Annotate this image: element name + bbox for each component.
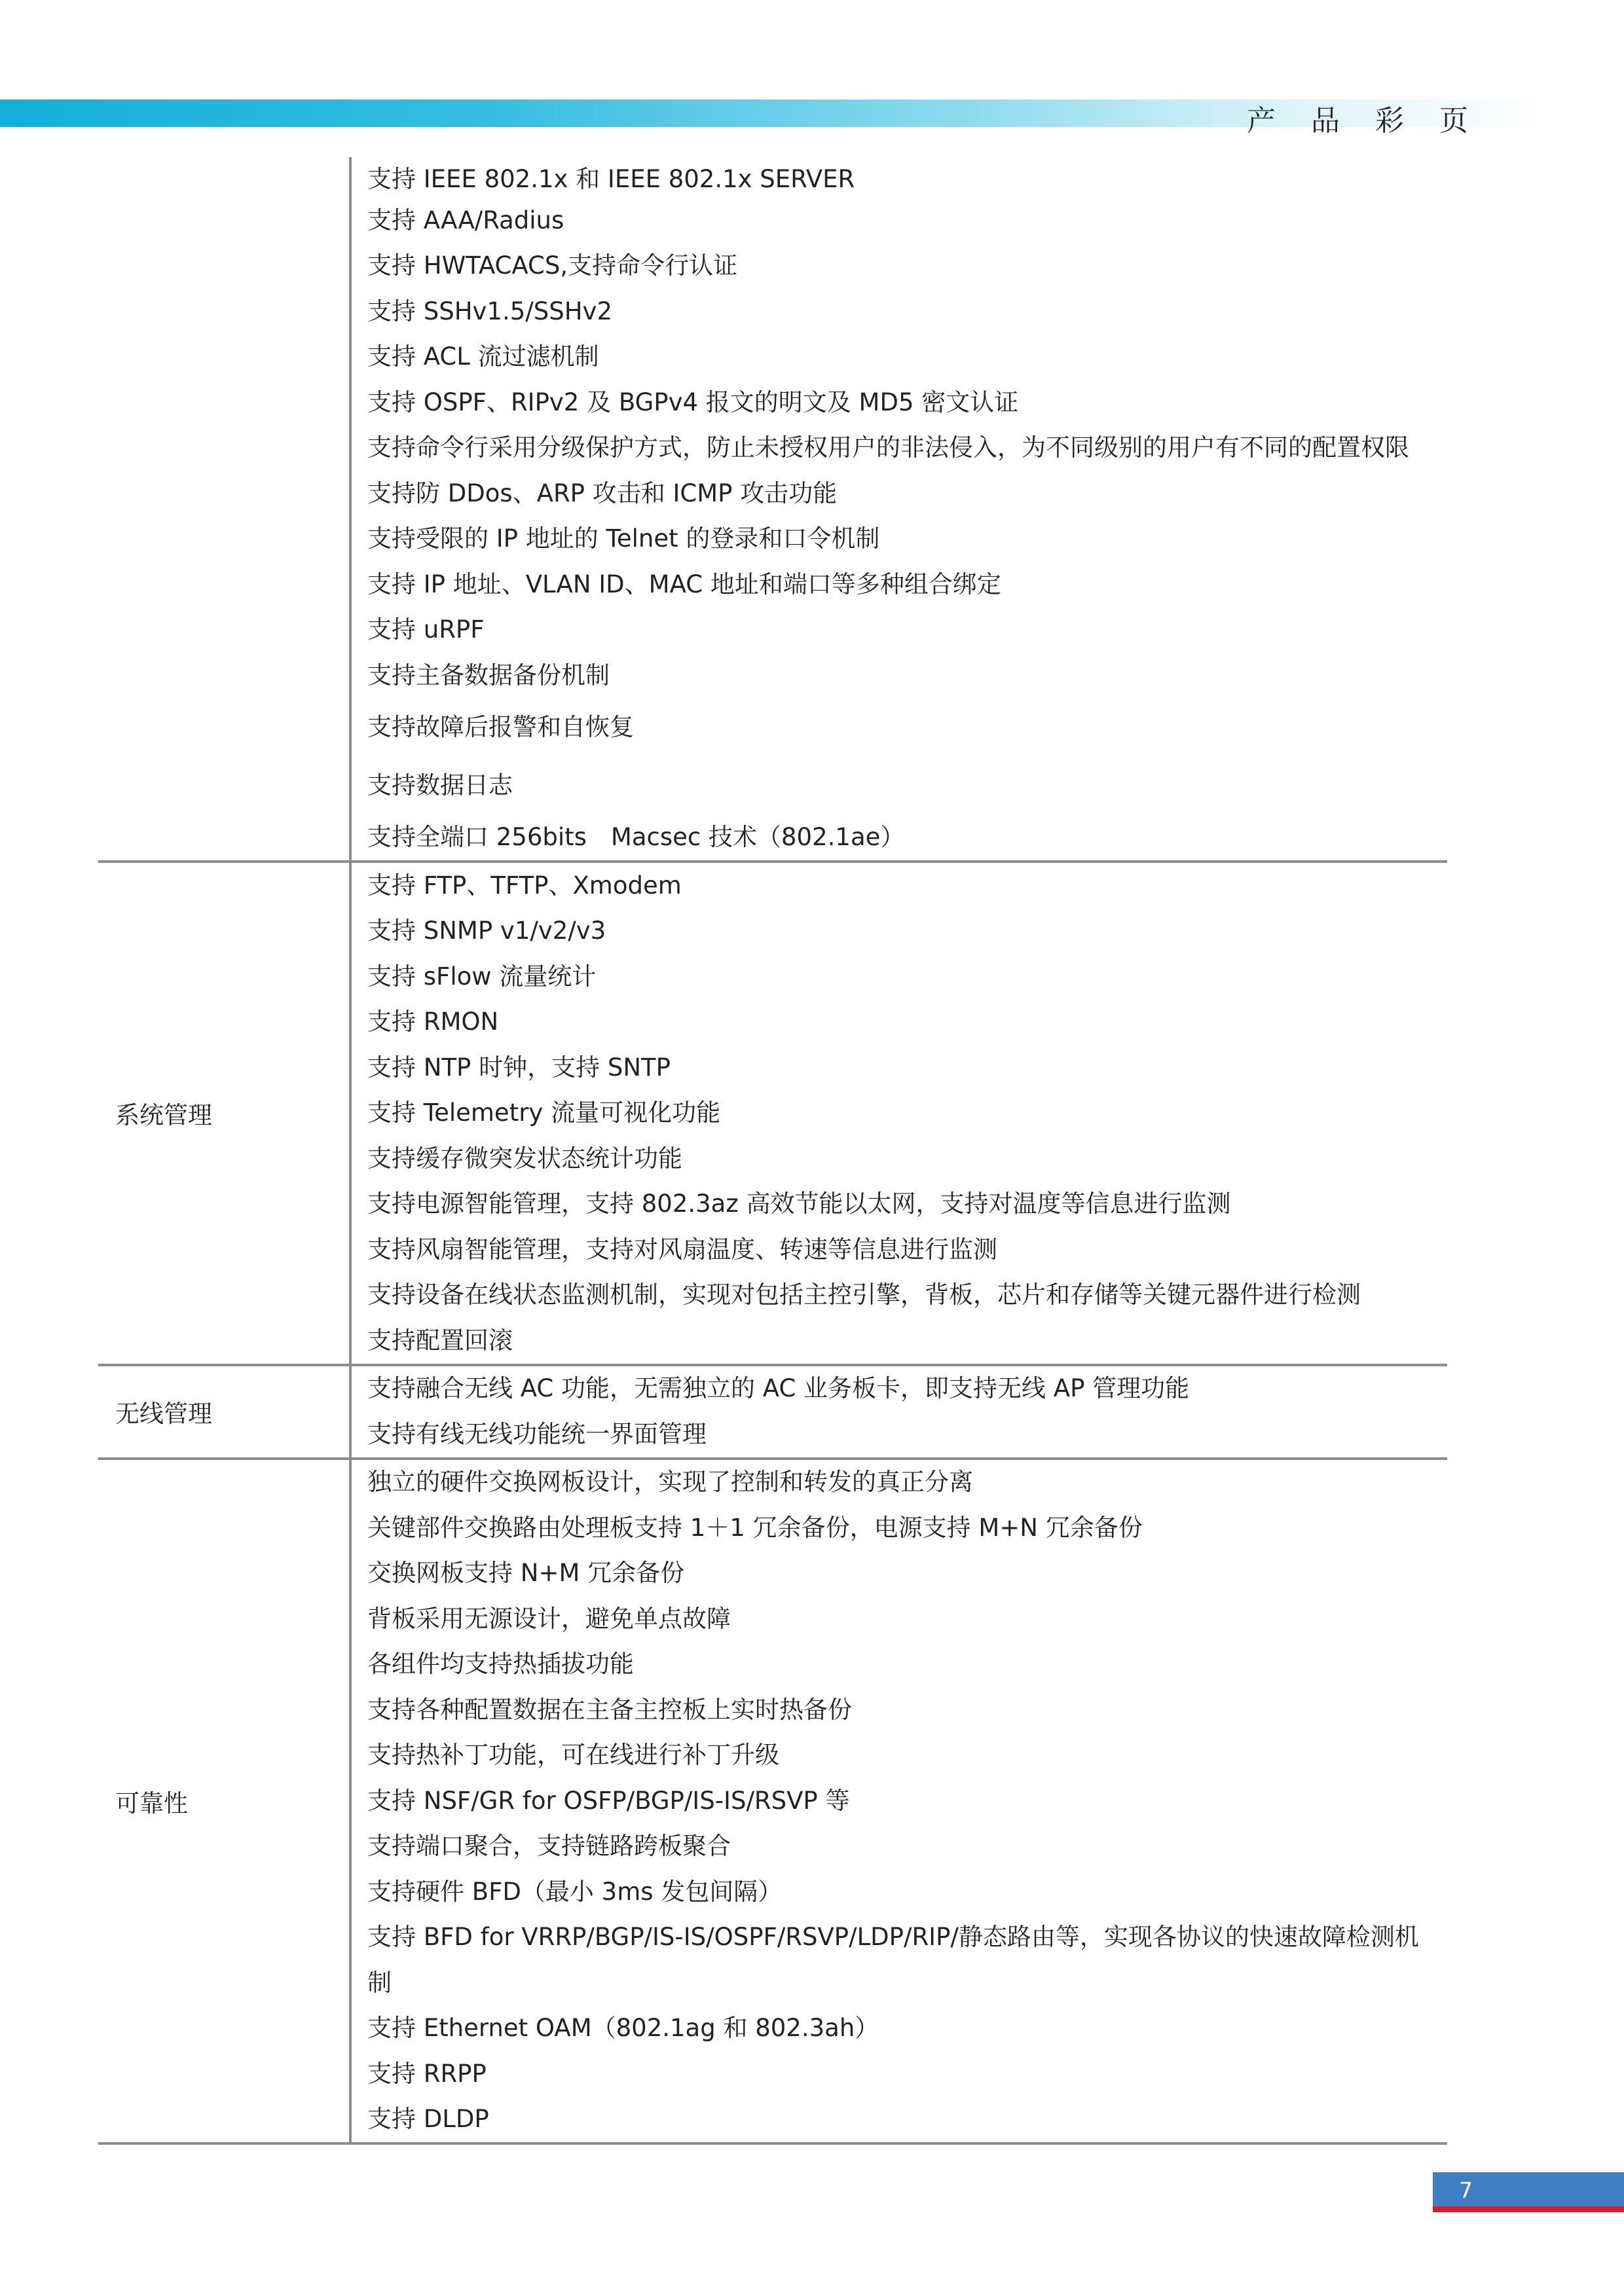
list-item: 支持故障后报警和自恢复 xyxy=(367,713,634,741)
list-item: 支持 RMON xyxy=(367,1008,499,1036)
category-label: 系统管理 xyxy=(98,862,350,1365)
list-item: 支持 NSF/GR for OSFP/BGP/IS-IS/RSVP 等 xyxy=(367,1786,850,1815)
list-item: 支持主备数据备份机制 xyxy=(367,661,610,689)
section-security xyxy=(98,157,1447,862)
list-item: 支持端口聚合，支持链路跨板聚合 xyxy=(367,1832,731,1861)
category-label xyxy=(98,157,350,862)
list-item: 支持融合无线 AC 功能，无需独立的 AC 业务板卡，即支持无线 AP 管理功能 xyxy=(367,1374,1190,1403)
category-label: 可靠性 xyxy=(98,1459,350,2144)
list-item: 支持 Telemetry 流量可视化功能 xyxy=(367,1099,721,1127)
list-item: 支持 SSHv1.5/SSHv2 xyxy=(367,297,612,325)
list-item: 独立的硬件交换网板设计，实现了控制和转发的真正分离 xyxy=(367,1468,973,1497)
list-item: 支持 ACL 流过滤机制 xyxy=(367,342,599,371)
list-item: 支持有线无线功能统一界面管理 xyxy=(367,1419,707,1448)
list-item: 关键部件交换路由处理板支持 1＋1 冗余备份，电源支持 M+N 冗余备份 xyxy=(367,1513,1143,1542)
list-item: 制 xyxy=(367,1968,392,1997)
list-item: 支持命令行采用分级保护方式，防止未授权用户的非法侵入，为不同级别的用户有不同的配置权限 xyxy=(367,433,1409,462)
list-item: 支持 IEEE 802.1x 和 IEEE 802.1x SERVER xyxy=(367,165,855,193)
list-item: 支持设备在线状态监测机制，实现对包括主控引擎，背板，芯片和存储等关键元器件进行检测 xyxy=(367,1281,1361,1309)
section-reliability xyxy=(98,1459,1447,2144)
category-label: 无线管理 xyxy=(98,1365,350,1459)
list-item: 交换网板支持 N+M 冗余备份 xyxy=(367,1559,685,1588)
list-item: 支持 Ethernet OAM（802.1ag 和 802.3ah） xyxy=(367,2014,879,2043)
list-item: 支持缓存微突发状态统计功能 xyxy=(367,1144,682,1173)
list-item: 支持 OSPF、RIPv2 及 BGPv4 报文的明文及 MD5 密文认证 xyxy=(367,388,1019,416)
list-item: 支持防 DDos、ARP 攻击和 ICMP 攻击功能 xyxy=(367,479,838,507)
list-item: 支持电源智能管理，支持 802.3az 高效节能以太网，支持对温度等信息进行监测 xyxy=(367,1190,1231,1218)
list-item: 支持 HWTACACS,支持命令行认证 xyxy=(367,251,738,280)
list-item: 支持硬件 BFD（最小 3ms 发包间隔） xyxy=(367,1877,783,1906)
section-system-management xyxy=(98,862,1447,1365)
list-item: 支持 DLDP xyxy=(367,2105,489,2134)
list-item: 支持 IP 地址、VLAN ID、MAC 地址和端口等多种组合绑定 xyxy=(367,570,1001,598)
header-title: 产 品 彩 页 xyxy=(1247,104,1481,137)
list-item: 支持 SNMP v1/v2/v3 xyxy=(367,917,606,945)
list-item: 各组件均支持热插拔功能 xyxy=(367,1650,634,1679)
list-item: 支持数据日志 xyxy=(367,771,513,799)
list-item: 支持风扇智能管理，支持对风扇温度、转速等信息进行监测 xyxy=(367,1235,997,1264)
page-number-box xyxy=(1433,2172,1624,2212)
list-item: 支持 NTP 时钟，支持 SNTP xyxy=(367,1053,671,1082)
list-item: 支持全端口 256bits Macsec 技术（802.1ae） xyxy=(367,823,905,852)
list-item: 支持 FTP、TFTP、Xmodem xyxy=(367,871,682,900)
list-item: 支持配置回滚 xyxy=(367,1326,513,1355)
list-item: 支持 uRPF xyxy=(367,615,485,644)
list-item: 支持 sFlow 流量统计 xyxy=(367,962,597,991)
spec-table xyxy=(98,157,1447,2145)
section-wireless-management xyxy=(98,1365,1447,1459)
list-item: 支持 AAA/Radius xyxy=(367,206,564,234)
list-item: 支持各种配置数据在主备主控板上实时热备份 xyxy=(367,1695,852,1724)
list-item: 支持 RRPP xyxy=(367,2059,487,2088)
page-number: 7 xyxy=(1459,2178,1473,2203)
list-item: 支持热补丁功能，可在线进行补丁升级 xyxy=(367,1741,779,1770)
list-item: 支持受限的 IP 地址的 Telnet 的登录和口令机制 xyxy=(367,524,880,553)
list-item: 背板采用无源设计，避免单点故障 xyxy=(367,1604,731,1633)
list-item: 支持 BFD for VRRP/BGP/IS-IS/OSPF/RSVP/LDP/RIP/静态路由等，实现各协议的快速故障检测机 xyxy=(367,1923,1419,1952)
